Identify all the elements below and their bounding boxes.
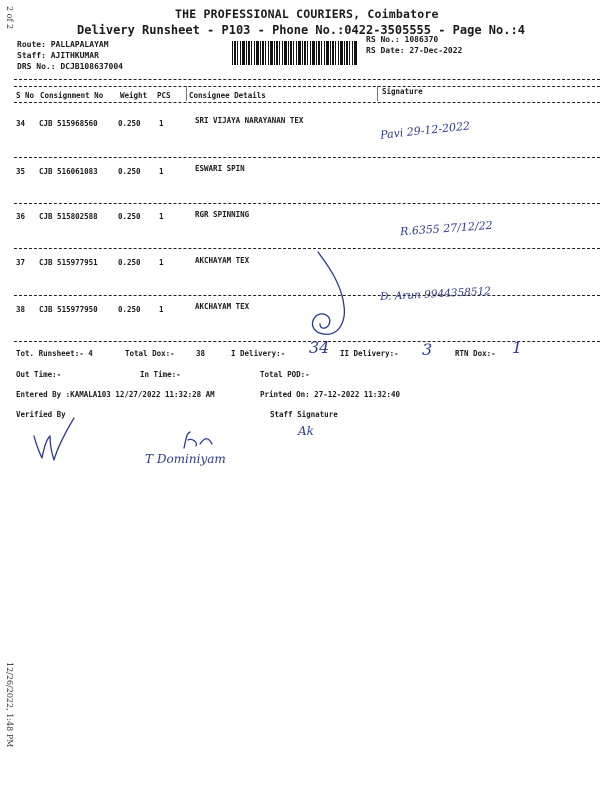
delivery-scribble-icon [300,248,360,343]
col-header-weight: Weight [120,91,148,100]
out-time-label: Out Time:- [16,370,62,379]
verifier-name-handwritten: T Dominiyam [145,452,226,466]
drs-number-label: DRS No.: DCJB108637004 [17,62,123,71]
row-sno: 36 [16,212,26,221]
page-count-side-label: 2 of 2 [5,6,14,30]
signature-row-36: R.6355 27/12/22 [399,218,494,239]
ii-delivery-label: II Delivery:- [340,349,399,358]
i-delivery-label: I Delivery:- [231,349,286,358]
row-weight: 0.250 [118,119,141,128]
row-pcs: 1 [159,212,164,221]
rtn-dox-handwritten: 1 [512,338,523,357]
row-consignment-no: CJB 516061083 [39,167,98,176]
row-consignee: AKCHAYAM TEX [195,302,250,311]
row-consignment-no: CJB 515968560 [39,119,98,128]
row-weight: 0.250 [118,167,141,176]
staff-label: Staff: AJITHKUMAR [17,51,99,60]
row-pcs: 1 [159,119,164,128]
row-sno: 35 [16,167,26,176]
col-header-signature: Signature [382,87,423,96]
row-pcs: 1 [159,167,164,176]
company-title: THE PROFESSIONAL COURIERS, Coimbatore [175,7,439,21]
total-pod-label: Total POD:- [260,370,310,379]
column-separator [186,86,187,101]
row-weight: 0.250 [118,305,141,314]
column-separator [377,86,378,101]
signature-row-34: Pavi 29-12-2022 [379,119,471,142]
runsheet-subtitle: Delivery Runsheet - P103 - Phone No.:0422-3505555 - Page No.:4 [77,23,525,37]
verifier-initials-icon [28,414,78,464]
route-label: Route: PALLAPALAYAM [17,40,109,49]
divider [14,86,600,87]
row-sno: 34 [16,119,26,128]
col-header-consignment: Consignment No [40,91,104,100]
divider [14,79,600,80]
row-sno: 38 [16,305,26,314]
divider [14,203,600,204]
row-consignee: AKCHAYAM TEX [195,256,250,265]
rs-date-label: RS Date: 27-Dec-2022 [366,46,463,55]
col-header-consignee: Consignee Details [189,91,266,100]
signature-row-38: D. Arun 9944358512 [379,285,492,304]
row-weight: 0.250 [118,212,141,221]
rs-number-label: RS No.: 1086370 [366,35,439,44]
total-dox-value: 38 [196,349,206,358]
rtn-dox-label: RTN Dox:- [455,349,496,358]
staff-signature-label: Staff Signature [270,410,338,419]
divider [14,102,600,103]
row-consignee: ESWARI SPIN [195,164,245,173]
total-dox-label: Total Dox:- [125,349,175,358]
row-pcs: 1 [159,305,164,314]
row-sno: 37 [16,258,26,267]
i-delivery-handwritten: 34 [309,338,330,357]
print-timestamp-side-label: 12/26/2022, 1:48 PM [5,662,14,748]
verified-by-label: Verified By [16,410,66,419]
runsheet-barcode [232,41,357,65]
entered-by-label: Entered By :KAMALA103 12/27/2022 11:32:28 AM [16,390,215,399]
row-consignment-no: CJB 515802588 [39,212,98,221]
verifier-mark-icon [178,430,218,452]
ii-delivery-handwritten: 3 [422,340,433,359]
staff-signature-handwritten: Ak [298,424,314,438]
row-consignee: SRI VIJAYA NARAYANAN TEX [195,116,304,125]
row-consignment-no: CJB 515977950 [39,305,98,314]
printed-on-label: Printed On: 27-12-2022 11:32:40 [260,390,400,399]
row-consignee: RGR SPINNING [195,210,250,219]
row-weight: 0.250 [118,258,141,267]
divider [14,157,600,158]
row-pcs: 1 [159,258,164,267]
col-header-sno: S No [16,91,35,100]
in-time-label: In Time:- [140,370,181,379]
row-consignment-no: CJB 515977951 [39,258,98,267]
total-runsheet-label: Tot. Runsheet:- 4 [16,349,93,358]
col-header-pcs: PCS [157,91,171,100]
